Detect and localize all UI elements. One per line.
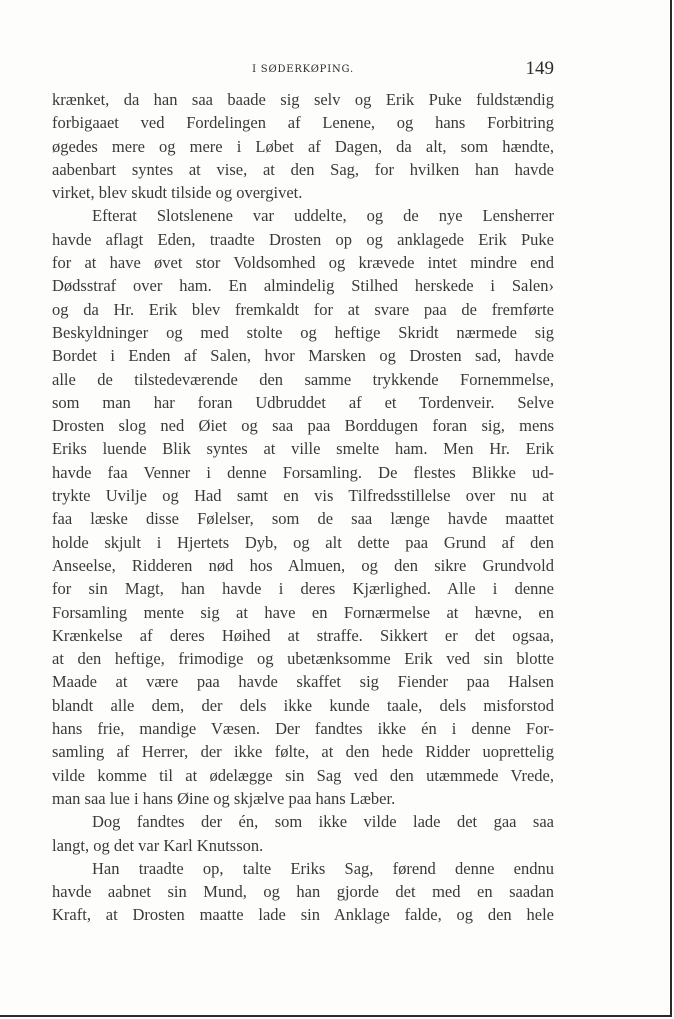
- text-line: vilde komme til at ødelægge sin Sag ved den utæmmede Vrede,: [52, 765, 554, 785]
- text-line: havde aflagt Eden, traadte Drosten op og anklagede Erik Puke: [52, 229, 554, 249]
- page-header: [52, 58, 554, 82]
- text-line: havde aabnet sin Mund, og han gjorde det med en saadan: [52, 882, 554, 902]
- text-line: forbigaaet ved Fordelingen af Lenene, og hans Forbitring: [52, 113, 554, 133]
- text-line: virket, blev skudt tilside og overgivet.: [52, 183, 303, 203]
- text-line: Drosten slog ned Øiet og saa paa Borddugen foran sig, mens: [52, 416, 554, 436]
- text-line: Eriks luende Blik syntes at ville smelte ham. Men Hr. Erik: [52, 439, 554, 459]
- text-line: som man har foran Udbruddet af et Tordenveir. Selve: [52, 392, 554, 412]
- text-line: Kraft, at Drosten maatte lade sin Anklage falde, og den hele: [52, 905, 554, 925]
- text-line: Han traadte op, talte Eriks Sag, førend denne endnu: [92, 858, 554, 878]
- text-line: Forsamling mente sig at have en Fornærmelse at hævne, en: [52, 602, 554, 622]
- paragraph: [52, 204, 554, 810]
- text-line: alle de tilstedeværende den samme trykkende Fornemmelse,: [52, 369, 554, 389]
- running-title: I SØDERKØPING.: [252, 64, 354, 75]
- text-line: for at have øvet stor Voldsomhed og krævede intet mindre end: [52, 253, 554, 273]
- body-text: [52, 88, 554, 927]
- paragraph: [52, 810, 554, 857]
- text-line: og da Hr. Erik blev fremkaldt for at svare paa de fremførte: [52, 299, 554, 319]
- text-line: holde skjult i Hjertets Dyb, og alt dette paa Grund af den: [52, 532, 554, 552]
- text-line: Bordet i Enden af Salen, hvor Marsken og Drosten sad, havde: [52, 346, 554, 366]
- text-line: langt, og det var Karl Knutsson.: [52, 835, 264, 855]
- text-line: Anseelse, Ridderen nød hos Almuen, og den sikre Grundvold: [52, 555, 554, 575]
- text-line: Krænkelse af deres Høihed at straffe. Sikkert er det ogsaa,: [52, 625, 554, 645]
- text-line: Efterat Slotslenene var uddelte, og de nye Lensherrer: [92, 206, 554, 226]
- text-line: blandt alle dem, der dels ikke kunde taale, dels misforstod: [52, 695, 554, 715]
- text-line: aabenbart syntes at vise, at den Sag, for hvilken han havde: [52, 159, 554, 179]
- text-line: krænket, da han saa baade sig selv og Erik Puke fuldstændig: [52, 90, 554, 109]
- text-line: havde faa Venner i denne Forsamling. De flestes Blikke ud-: [52, 462, 554, 482]
- text-line: trykte Uvilje og Had samt en vis Tilfredsstillelse over nu at: [52, 486, 554, 506]
- text-line: Dødsstraf over ham. En almindelig Stilhed herskede i Salen›: [52, 276, 554, 296]
- text-line: Dog fandtes der én, som ikke vilde lade det gaa saa: [92, 812, 554, 832]
- text-line: samling af Herrer, der ikke følte, at den hede Ridder uoprettelig: [52, 742, 554, 762]
- page-number: 149: [525, 58, 554, 79]
- text-line: faa læske disse Følelser, som de saa længe havde maattet: [52, 509, 554, 529]
- paragraph: [52, 857, 554, 927]
- text-line: for sin Magt, han havde i deres Kjærlighed. Alle i denne: [52, 579, 554, 599]
- text-line: man saa lue i hans Øine og skjælve paa hans Læber.: [52, 788, 396, 808]
- paragraph: [52, 88, 554, 204]
- text-line: hans frie, mandige Væsen. Der fandtes ikke én i denne For-: [52, 719, 554, 739]
- text-line: øgedes mere og mere i Løbet af Dagen, da alt, som hændte,: [52, 136, 554, 156]
- text-line: Maade at være paa havde skaffet sig Fiender paa Halsen: [52, 672, 554, 692]
- text-line: Beskyldninger og med stolte og heftige Skridt nærmede sig: [52, 322, 554, 342]
- text-line: at den heftige, frimodige og ubetænksomme Erik ved sin blotte: [52, 649, 554, 669]
